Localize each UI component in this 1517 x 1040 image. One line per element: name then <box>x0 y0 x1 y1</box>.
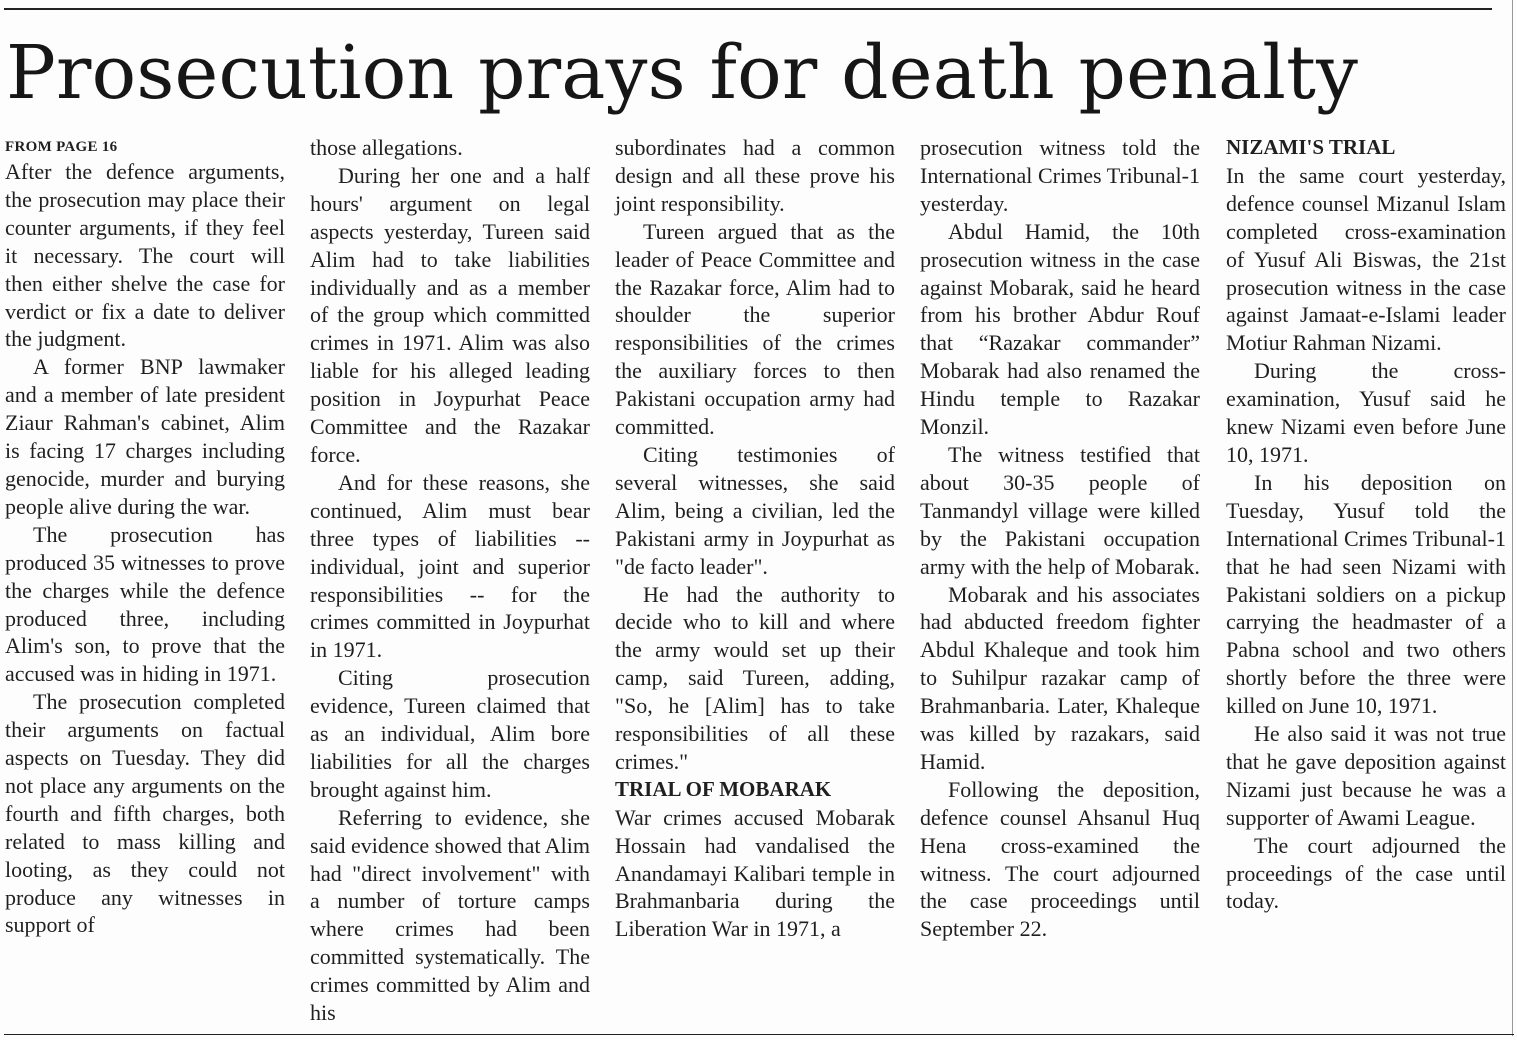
paragraph: War crimes accused Mobarak Hossain had vandalised the Anandamayi Kalibari temple in Brahmanbaria during the Liberation War in 1971, a <box>615 804 895 942</box>
article-column-4 <box>920 134 1200 943</box>
paragraph: The prosecution completed their arguments on factual aspects on Tuesday. They did not place any arguments on the fourth and fifth charges, both related to mass killing and looting, as they could not produce any witnesses in support of <box>5 689 285 938</box>
paragraph: In his deposition on Tuesday, Yusuf told the International Crimes Tribunal-1 that he had seen Nizami with Pakistani soldiers on a pickup carrying the headmaster of a Pabna school and two others shortly before the three were killed on June 10, 1971. <box>1226 469 1506 719</box>
paragraph: Tureen argued that as the leader of Peace Committee and the Razakar force, Alim had to shoulder the superior responsibilities of the crimes the auxiliary forces to then Pakistani occupation army had committed. <box>615 218 895 440</box>
article-column-5 <box>1226 134 1506 915</box>
paragraph: The court adjourned the proceedings of the case until today. <box>1226 832 1506 914</box>
paragraph-continuation: those allegations. <box>310 135 463 160</box>
right-edge-rule <box>1512 0 1513 1036</box>
paragraph: The witness testified that about 30-35 people of Tanmandyl village were killed by the Pakistani occupation army with the help of Mobarak. <box>920 441 1200 579</box>
paragraph: Referring to evidence, she said evidence showed that Alim had "direct involvement" with a number of torture camps where crimes had been committed systematically. The crimes committed by Alim and his <box>310 804 590 1026</box>
article-column-3 <box>615 134 895 943</box>
article-column-2 <box>310 134 590 1027</box>
paragraph: During the cross-examination, Yusuf said he knew Nizami even before June 10, 1971. <box>1226 358 1506 467</box>
paragraph: The prosecution has produced 35 witnesses to prove the charges while the defence produced three, including Alim's son, to prove that the accused was in hiding in 1971. <box>5 521 285 687</box>
top-rule <box>4 8 1492 10</box>
paragraph: He also said it was not true that he gave deposition against Nizami just because he was a supporter of Awami League. <box>1226 721 1506 830</box>
paragraph: Citing prosecution evidence, Tureen claimed that as an individual, Alim bore liabilities for all the charges brought against him. <box>310 665 590 802</box>
paragraph: Mobarak and his associates had abducted freedom fighter Abdul Khaleque and took him to Suhilpur razakar camp of Brahmanbaria. Later, Khaleque was killed by razakars, said Hamid. <box>920 581 1200 774</box>
paragraph: And for these reasons, she continued, Alim must bear three types of liabilities -- individual, joint and superior responsibilities -- for the crimes committed in Joypurhat in 1971. <box>310 469 590 663</box>
paragraph: In the same court yesterday, defence counsel Mizanul Islam completed cross-examination of Yusuf Ali Biswas, the 21st prosecution witness in the case against Jamaat-e-Islami leader Motiur Rahman Nizami. <box>1226 162 1506 356</box>
paragraph: Abdul Hamid, the 10th prosecution witness in the case against Mobarak, said he heard from his brother Abdur Rouf that “Razakar commander” Mobarak had also renamed the Hindu temple to Razakar Monzil. <box>920 218 1200 440</box>
section-subhead: TRIAL OF MOBARAK <box>615 776 832 801</box>
paragraph: Following the deposition, defence counsel Ahsanul Huq Hena cross-examined the witness. The court adjourned the case proceedings until September 22. <box>920 776 1200 942</box>
paragraph-continuation: subordinates had a common design and all these prove his joint responsibility. <box>615 135 895 216</box>
jump-line: FROM PAGE 16 <box>5 139 118 155</box>
paragraph-continuation: prosecution witness told the International Crimes Tribunal-1 yesterday. <box>920 135 1200 216</box>
paragraph: During her one and a half hours' argument on legal aspects yesterday, Tureen said Alim had to take liabilities individually and as a member of the group which committed crimes in 1971. Alim was also liable for his alleged leading position in Joypurhat Peace Committee and the Razakar force. <box>310 162 590 467</box>
paragraph: After the defence arguments, the prosecution may place their counter arguments, if they feel it necessary. The court will then either shelve the case for verdict or fix a date to deliver the judgment. <box>5 159 285 352</box>
paragraph: A former BNP lawmaker and a member of late president Ziaur Rahman's cabinet, Alim is facing 17 charges including genocide, murder and burying people alive during the war. <box>5 354 285 519</box>
article-column-1 <box>5 134 285 939</box>
paragraph: Citing testimonies of several witnesses, she said Alim, being a civilian, led the Pakistani army in Joypurhat as "de facto leader". <box>615 441 895 579</box>
headline: Prosecution prays for death penalty <box>6 30 1359 116</box>
section-subhead: NIZAMI'S TRIAL <box>1226 135 1396 159</box>
paragraph: He had the authority to decide who to kill and where the army would set up their camp, said Tureen, adding, "So, he [Alim] has to take responsibilities of all these crimes." <box>615 581 895 774</box>
bottom-rule <box>4 1034 1514 1035</box>
